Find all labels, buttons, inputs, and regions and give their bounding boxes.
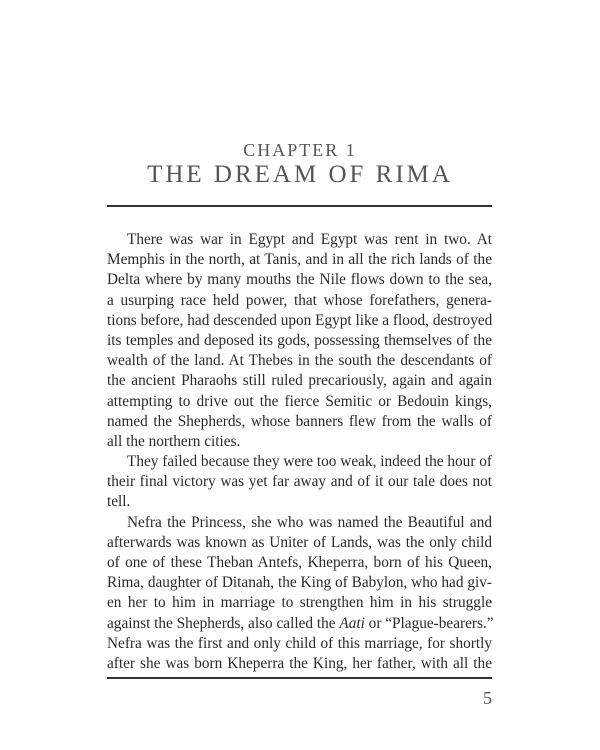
- text-line: Nefra the Princess, she who was named the Beautiful and: [127, 513, 492, 531]
- italic-term: Aati: [339, 614, 365, 632]
- text-line: There was war in Egypt and Egypt was rent in two. At: [127, 231, 492, 248]
- body-text: [107, 230, 492, 674]
- text-line: Delta where by many mouths the Nile flows down to the sea,: [107, 271, 492, 289]
- text-segment: or “Plague-bearers.”: [364, 614, 494, 632]
- text-line: wealth of the land. At Thebes in the south the descendants of: [107, 352, 492, 370]
- text-line: all the northern cities.: [107, 432, 241, 450]
- text-line: Memphis in the north, at Tanis, and in all the rich lands of the: [107, 251, 492, 269]
- paragraph-3: [107, 513, 492, 675]
- text-segment: against the Shepherds, also called the: [107, 614, 340, 632]
- text-line: their final victory was yet far away and of it our tale does not: [107, 473, 492, 491]
- text-line: of one of these Theban Antefs, Kheperra, born of his Queen,: [107, 554, 492, 571]
- page-number: 5: [483, 688, 492, 708]
- text-line: afterwards was known as Uniter of Lands, was the only child: [107, 533, 492, 551]
- text-line: en her to him in marriage to strengthen him in his struggle: [107, 594, 492, 612]
- text-line: named the Shepherds, whose banners flew from the walls of: [107, 412, 492, 430]
- text-line: a usurping race held power, that whose forefathers, genera-: [107, 291, 492, 309]
- text-line: after she was born Kheperra the King, her father, with all the: [107, 654, 492, 672]
- paragraph-1: [107, 230, 492, 452]
- bottom-rule: [107, 677, 492, 679]
- text-line: They failed because they were too weak, indeed the hour of: [127, 453, 492, 471]
- text-line: tell.: [107, 493, 131, 511]
- text-line: [107, 614, 492, 634]
- text-line: tions before, had descended upon Egypt like a flood, destroyed: [107, 311, 493, 329]
- text-line: Rima, daughter of Ditanah, the King of Babylon, who had giv-: [107, 574, 492, 592]
- text-line: the ancient Pharaohs still ruled precariously, again and again: [107, 372, 492, 390]
- paragraph-2: [107, 452, 492, 513]
- text-line: attempting to drive out the fierce Semitic or Bedouin kings,: [107, 392, 492, 410]
- chapter-title: THE DREAM OF RIMA: [147, 161, 453, 188]
- text-line: Nefra was the first and only child of this marriage, for shortly: [107, 634, 492, 652]
- text-line: its temples and deposed its gods, possessing themselves of the: [107, 331, 492, 349]
- top-rule: [107, 205, 492, 207]
- chapter-label: CHAPTER 1: [243, 140, 357, 160]
